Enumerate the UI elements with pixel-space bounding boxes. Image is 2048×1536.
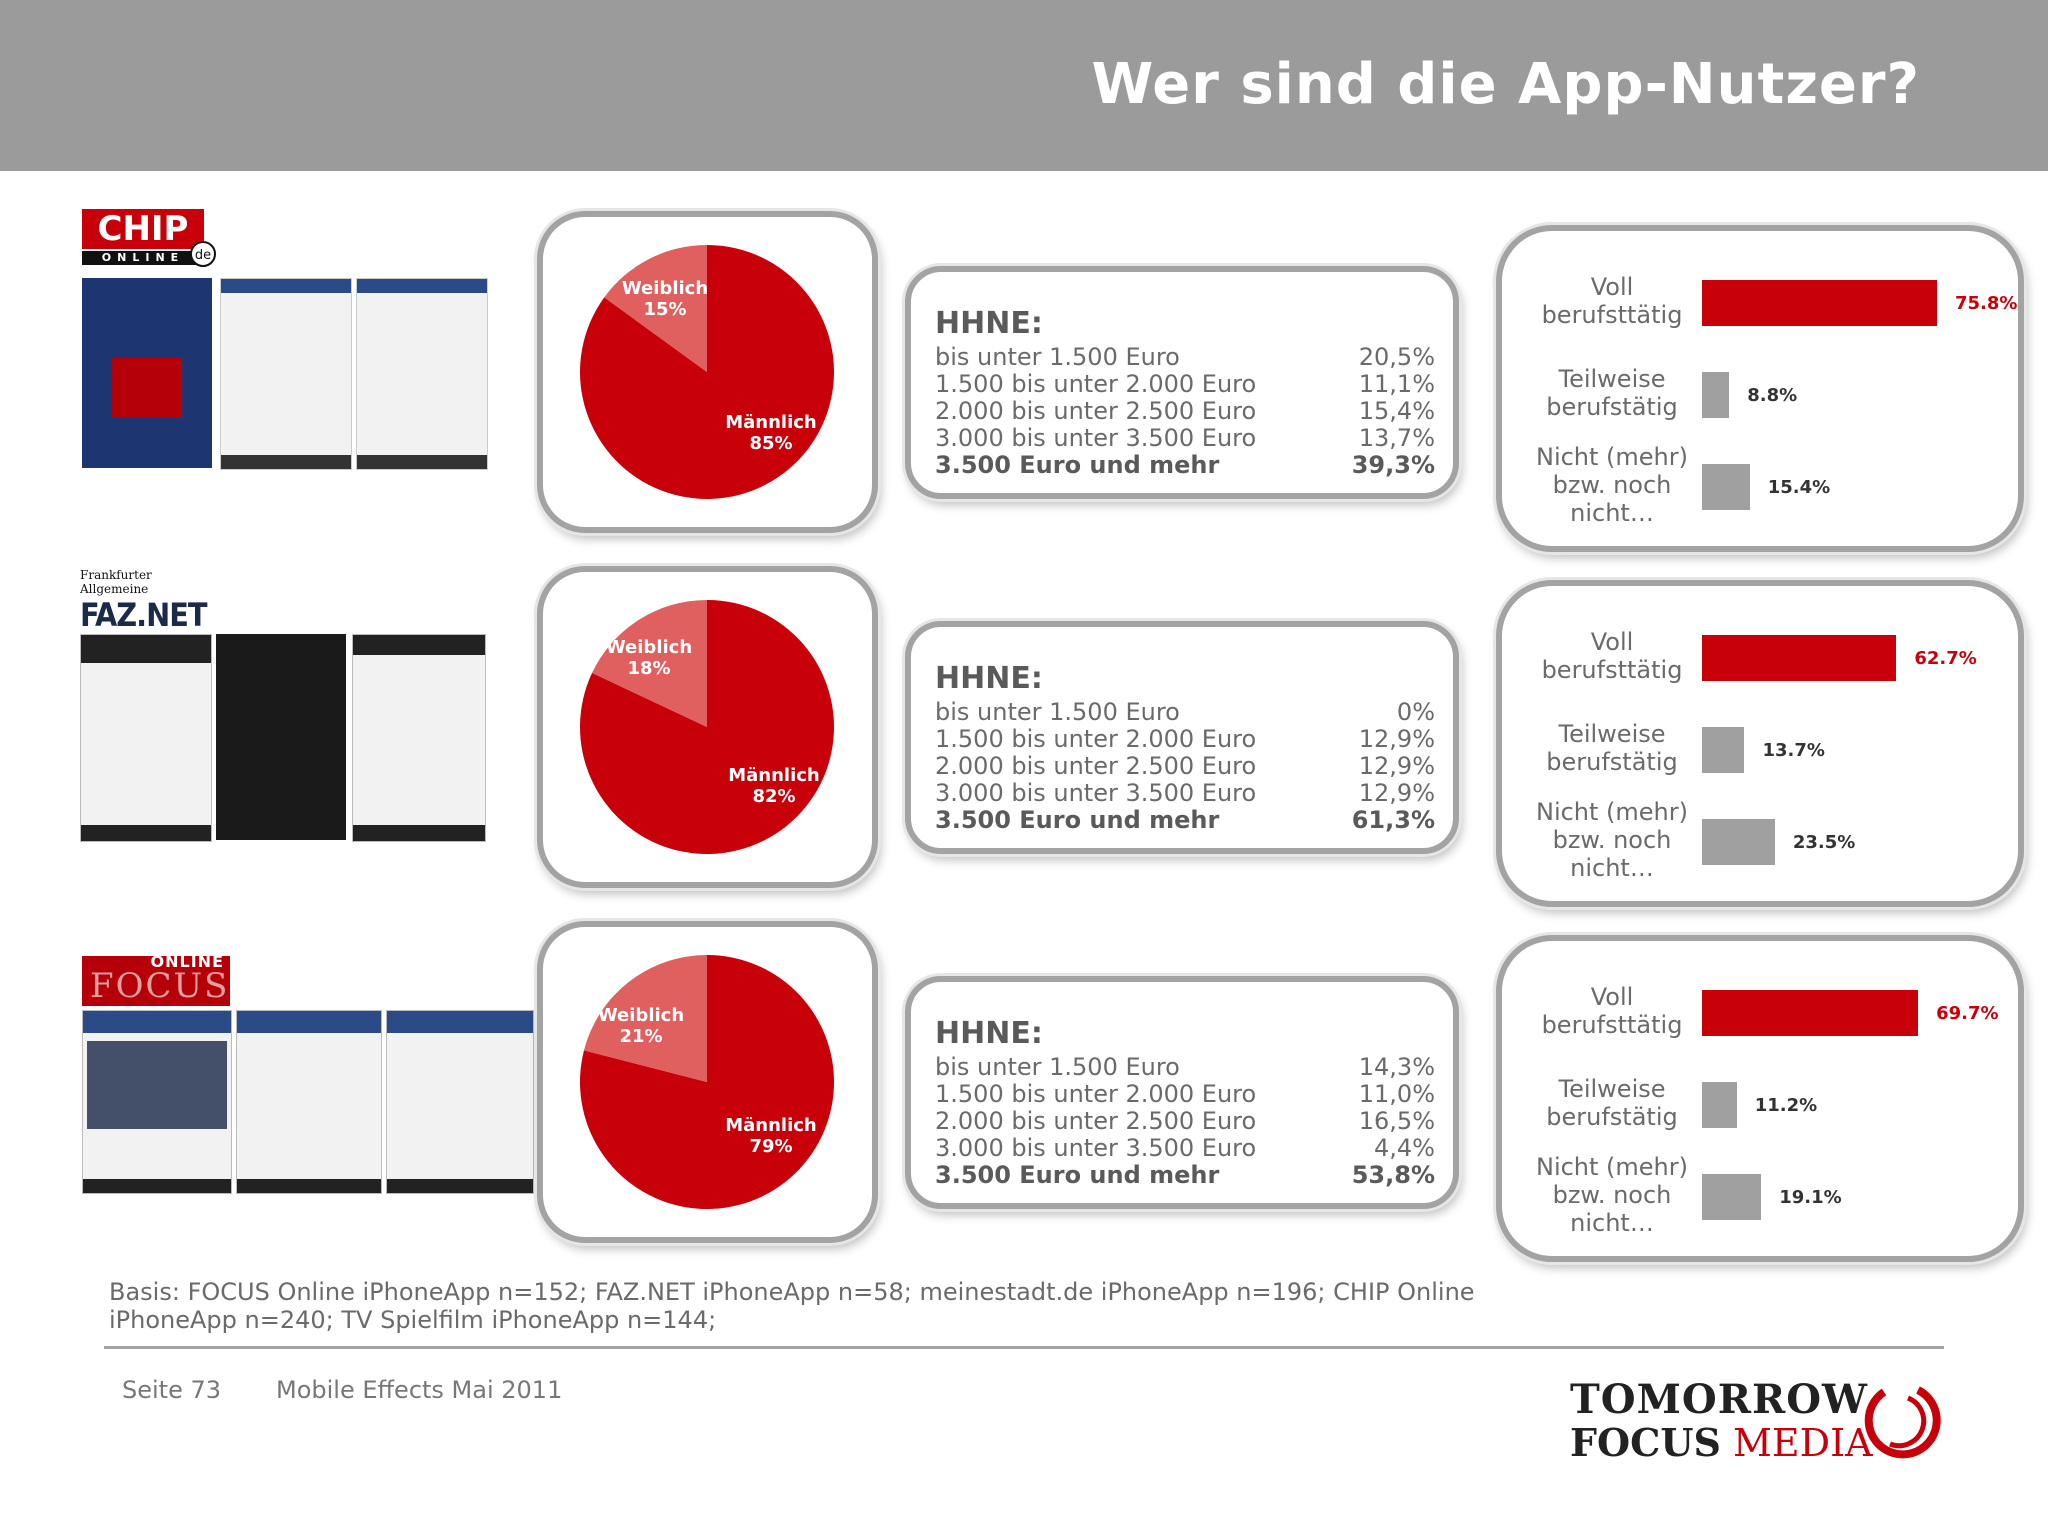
income-value: 4,4% <box>1374 1134 1435 1162</box>
income-label: 1.500 bis unter 2.000 Euro <box>935 725 1257 753</box>
income-label: bis unter 1.500 Euro <box>935 698 1180 726</box>
income-box-chip <box>905 266 1459 499</box>
bar-value-teilweise: 13.7% <box>1762 740 1825 761</box>
pie-female-label <box>615 278 715 320</box>
income-label: 3.000 bis unter 3.500 Euro <box>935 424 1257 452</box>
income-label: 3.500 Euro und mehr <box>935 806 1220 834</box>
chip-app-screenshot-1 <box>82 278 212 468</box>
pie-female-label-text: Weiblich <box>597 1005 685 1026</box>
bar-label-voll: Voll berufsttätig <box>1541 273 1683 329</box>
income-title: HHNE: <box>935 306 1043 341</box>
income-label: 3.500 Euro und mehr <box>935 1161 1220 1189</box>
income-value: 0% <box>1396 698 1435 726</box>
income-value: 15,4% <box>1358 397 1435 425</box>
bar-nicht <box>1702 1174 1761 1220</box>
employment-box-focus <box>1496 935 2024 1262</box>
bar-label-nicht: Nicht (mehr) bzw. noch nicht… <box>1535 1153 1688 1237</box>
bar-teilweise <box>1702 372 1729 418</box>
focus-logo-sub: ONLINE <box>150 952 224 971</box>
bar-value-voll: 62.7% <box>1914 648 1977 669</box>
logo-line-1: TOMORROW <box>1570 1376 1868 1423</box>
chip-logo-sub: ONLINE <box>82 251 204 265</box>
pie-male-label <box>711 412 831 454</box>
income-label: 2.000 bis unter 2.500 Euro <box>935 1107 1257 1135</box>
bar-voll <box>1702 635 1896 681</box>
income-value: 11,0% <box>1358 1080 1435 1108</box>
footer-divider <box>104 1346 1944 1349</box>
pie-female-label <box>599 637 699 679</box>
income-label: 3.500 Euro und mehr <box>935 451 1220 479</box>
bar-label-teilweise: Teilweise berufstätig <box>1546 720 1678 776</box>
income-value: 12,9% <box>1358 779 1435 807</box>
income-label: 2.000 bis unter 2.500 Euro <box>935 752 1257 780</box>
faz-logo <box>80 568 220 634</box>
bar-teilweise <box>1702 727 1744 773</box>
income-label: 2.000 bis unter 2.500 Euro <box>935 397 1257 425</box>
bar-value-teilweise: 8.8% <box>1747 385 1798 406</box>
pie-male-pct: 79% <box>749 1136 793 1157</box>
page-number: Seite 73 <box>122 1376 222 1404</box>
focus-logo-text: FOCUS <box>90 966 230 1006</box>
bar-label-nicht: Nicht (mehr) bzw. noch nicht… <box>1535 798 1688 882</box>
page-title: Wer sind die App-Nutzer? <box>1091 52 1920 117</box>
income-label: 3.000 bis unter 3.500 Euro <box>935 1134 1257 1162</box>
income-value: 11,1% <box>1358 370 1435 398</box>
pie-male-label-text: Männlich <box>725 412 817 433</box>
tomorrow-focus-media-logo <box>1568 1376 1948 1466</box>
chip-logo <box>82 209 217 267</box>
focus-logo <box>82 952 230 1006</box>
pie-male-pct: 82% <box>752 786 796 807</box>
logo-focus: FOCUS <box>1570 1420 1721 1465</box>
focus-app-screenshot-2 <box>236 1010 382 1194</box>
pie-female-pct: 15% <box>643 299 687 320</box>
income-value: 12,9% <box>1358 725 1435 753</box>
bar-value-teilweise: 11.2% <box>1754 1095 1818 1116</box>
bar-label-voll: Voll berufsttätig <box>1541 628 1683 684</box>
income-value: 20,5% <box>1358 343 1435 371</box>
faz-app-screenshot-3 <box>352 634 486 842</box>
pie-female-pct: 18% <box>627 658 671 679</box>
pie-female-pct: 21% <box>619 1026 663 1047</box>
income-label: bis unter 1.500 Euro <box>935 343 1180 371</box>
gender-pie-chip <box>543 217 872 527</box>
focus-app-screenshot-3 <box>386 1010 534 1194</box>
bar-voll <box>1702 280 1937 326</box>
income-value: 61,3% <box>1351 806 1435 834</box>
income-value: 13,7% <box>1358 424 1435 452</box>
income-box-faz <box>905 621 1459 854</box>
bar-label-voll: Voll berufsttätig <box>1541 983 1683 1039</box>
employment-box-faz <box>1496 580 2024 907</box>
income-label: bis unter 1.500 Euro <box>935 1053 1180 1081</box>
chip-app-screenshot-2 <box>220 278 352 470</box>
bar-label-teilweise: Teilweise berufstätig <box>1546 1075 1678 1131</box>
bar-voll <box>1702 990 1918 1036</box>
source-note: Mobile Effects Mai 2011 <box>276 1376 563 1404</box>
focus-app-screenshot-1 <box>82 1010 232 1194</box>
pie-male-label <box>711 1115 831 1157</box>
chip-logo-badge: de <box>190 241 216 267</box>
pie-male-label-text: Männlich <box>725 1115 817 1136</box>
income-value: 14,3% <box>1358 1053 1435 1081</box>
bar-nicht <box>1702 464 1750 510</box>
logo-ring-icon <box>1860 1378 1944 1462</box>
gender-pie-faz <box>543 572 872 882</box>
logo-media: MEDIA <box>1733 1421 1873 1465</box>
bar-value-voll: 75.8% <box>1954 293 2018 314</box>
header-bar <box>0 0 2048 171</box>
bar-value-nicht: 19.1% <box>1779 1187 1842 1208</box>
chip-logo-text: CHIP <box>82 209 204 249</box>
faz-logo-sub: Frankfurter Allgemeine <box>80 568 152 596</box>
pie-female-label <box>591 1005 691 1047</box>
employment-box-chip <box>1496 225 2024 552</box>
bar-value-nicht: 23.5% <box>1792 832 1856 853</box>
gender-pie-box-chip <box>537 211 878 533</box>
income-value: 53,8% <box>1351 1161 1435 1189</box>
faz-app-screenshot-1 <box>80 634 212 842</box>
income-value: 39,3% <box>1351 451 1435 479</box>
pie-female-label-text: Weiblich <box>621 278 709 299</box>
income-value: 12,9% <box>1358 752 1435 780</box>
income-value: 16,5% <box>1358 1107 1435 1135</box>
income-label: 3.000 bis unter 3.500 Euro <box>935 779 1257 807</box>
bar-label-nicht: Nicht (mehr) bzw. noch nicht… <box>1535 443 1688 527</box>
income-label: 1.500 bis unter 2.000 Euro <box>935 370 1257 398</box>
pie-female-label-text: Weiblich <box>605 637 693 658</box>
income-box-focus <box>905 976 1459 1209</box>
income-title: HHNE: <box>935 661 1043 696</box>
gender-pie-focus <box>543 927 872 1237</box>
bar-value-nicht: 15.4% <box>1767 477 1831 498</box>
bar-nicht <box>1702 819 1775 865</box>
gender-pie-box-faz <box>537 566 878 888</box>
pie-male-label-text: Männlich <box>728 765 820 786</box>
income-title: HHNE: <box>935 1016 1043 1051</box>
income-label: 1.500 bis unter 2.000 Euro <box>935 1080 1257 1108</box>
pie-male-pct: 85% <box>749 433 793 454</box>
gender-pie-box-focus <box>537 921 878 1243</box>
bar-teilweise <box>1702 1082 1737 1128</box>
basis-note: Basis: FOCUS Online iPhoneApp n=152; FAZ.NET iPhoneApp n=58; meinestadt.de iPhoneApp n=196; CHIP Online iPhoneApp n=240; TV Spielfilm iPhoneApp n=144; <box>109 1278 1475 1334</box>
bar-value-voll: 69.7% <box>1936 1003 1999 1024</box>
faz-logo-text: FAZ.NET <box>80 596 207 634</box>
pie-male-label <box>714 765 834 807</box>
logo-line-2 <box>1570 1420 1873 1465</box>
chip-app-screenshot-3 <box>356 278 488 470</box>
bar-label-teilweise: Teilweise berufstätig <box>1546 365 1678 421</box>
faz-app-screenshot-2 <box>216 634 346 840</box>
